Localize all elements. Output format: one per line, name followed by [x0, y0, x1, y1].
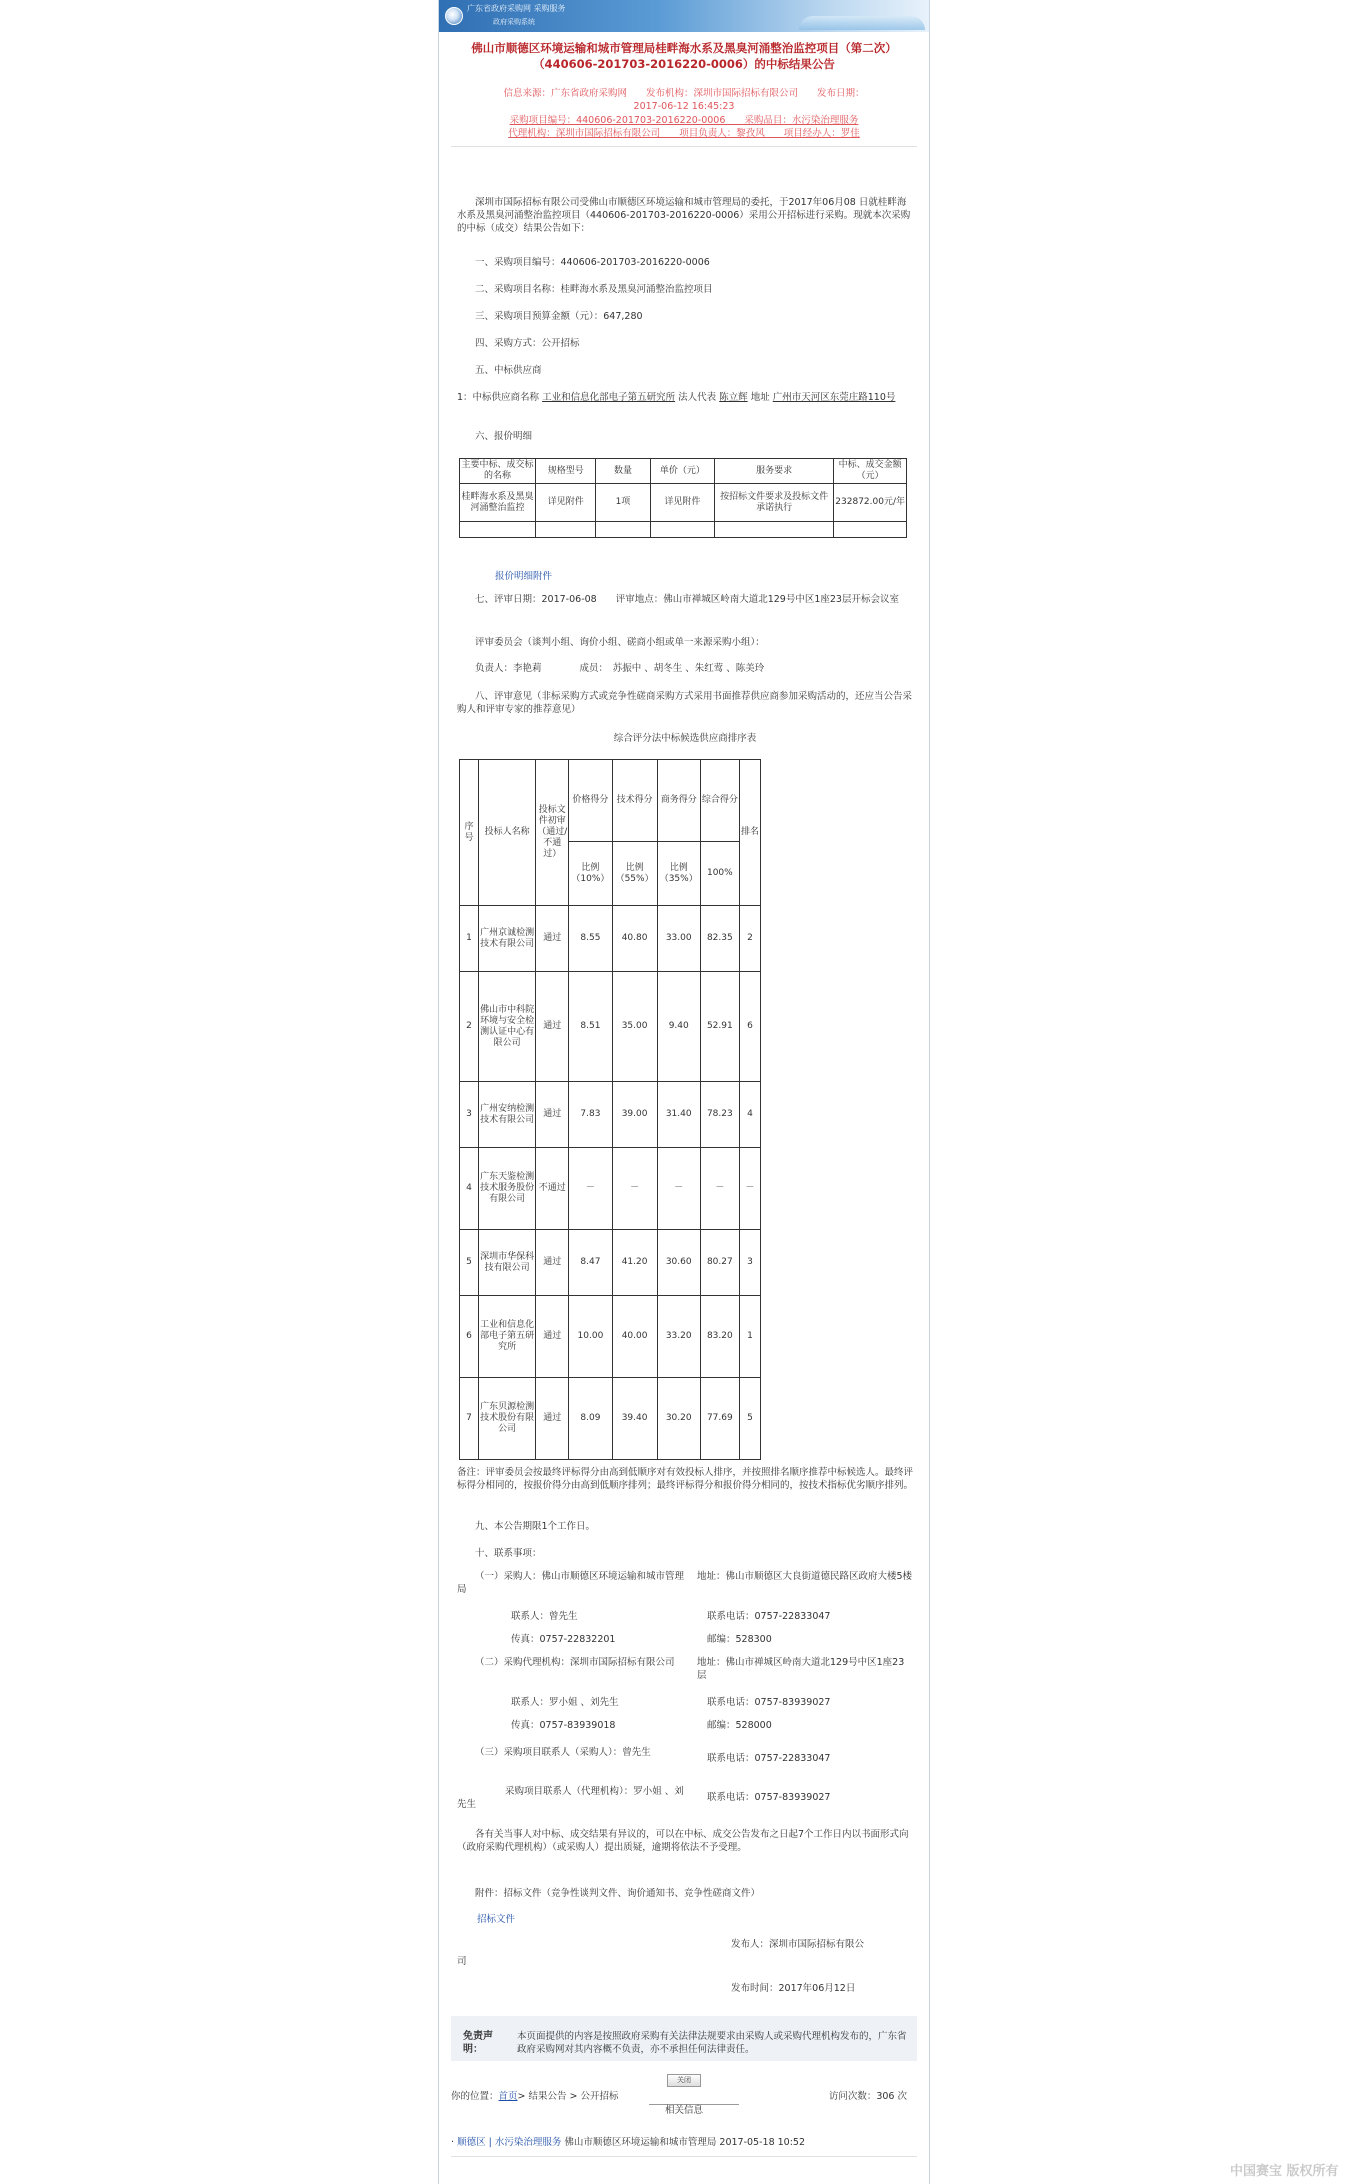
table-row: [460, 972, 761, 1082]
table-cell: 通过: [536, 1230, 569, 1296]
item-quote-heading: 六、报价明细: [475, 431, 533, 442]
page-title: 佛山市顺德区环境运输和城市管理局桂畔海水系及黑臭河涌整治监控项目（第二次）（440606-201703-2016220-0006）的中标结果公告: [471, 41, 897, 71]
table-cell: 30.20: [657, 1378, 700, 1460]
publisher-tail: 司: [457, 1956, 467, 1967]
table-row: [460, 1296, 761, 1378]
related-link[interactable]: 佛山市顺德区环境运输和城市管理局 2017-05-18 10:52: [564, 2137, 806, 2148]
table-cell: 广东天鉴检测技术服务股份有限公司: [479, 1148, 536, 1230]
item-period: 九、本公告期限1个工作日。: [475, 1521, 596, 1532]
quote-table: [459, 458, 907, 538]
banner-line1: 广东省政府采购网 采购服务: [467, 4, 566, 13]
intro-paragraph: 深圳市国际招标有限公司受佛山市顺德区环境运输和城市管理局的委托，于2017年06月08 日就桂畔海水系及黑臭河涌整治监控项目（440606-201703-2016220-0006）采用公开招标进行采购。现就本次采购的中标（成交）结果公告如下：: [457, 197, 911, 234]
banner-decoration: [799, 16, 925, 30]
disclaimer-label: 免责声明：: [463, 2031, 493, 2055]
meta-source: 信息来源：广东省政府采购网 发布机构：深圳市国际招标有限公司 发布日期：: [503, 88, 865, 99]
table-row: [460, 1082, 761, 1148]
table-header-row: [460, 459, 907, 484]
table-cell: 35.00: [612, 972, 657, 1082]
item-contact-heading: 十、联系事项：: [475, 1548, 542, 1559]
breadcrumb: [451, 2090, 917, 2103]
table-cell: 6: [739, 972, 760, 1082]
col-no: 序号: [460, 760, 479, 906]
breadcrumb-path: > 结果公告 > 公开招标: [517, 2091, 619, 2102]
table-cell: 广州京诚检测技术有限公司: [479, 906, 536, 972]
table-row: [460, 1148, 761, 1230]
table-cell: 7: [460, 1378, 479, 1460]
table-cell: 82.35: [700, 906, 739, 972]
tag-separator: |: [488, 2137, 492, 2148]
related-tag-district[interactable]: 顺德区: [457, 2137, 486, 2148]
table-cell: 佛山市中科院环境与安全检测认证中心有限公司: [479, 972, 536, 1082]
col-total: 综合得分: [700, 760, 739, 842]
gov-logo-icon: [445, 7, 463, 25]
attachment-note: 附件：招标文件（竞争性谈判文件、询价通知书、竞争性磋商文件）: [475, 1888, 761, 1899]
table-cell: －: [739, 1148, 760, 1230]
table-row: [460, 522, 907, 538]
item-method: 四、采购方式：公开招标: [475, 338, 580, 349]
divider: [451, 146, 917, 147]
close-button[interactable]: 关闭: [667, 2074, 701, 2087]
table-cell: 通过: [536, 1296, 569, 1378]
meta-agency: 代理机构：深圳市国际招标有限公司 项目负责人：黎孜风 项目经办人：罗佳: [508, 128, 860, 139]
table-cell: 2: [460, 972, 479, 1082]
contact-buyer: （一）采购人：佛山市顺德区环境运输和城市管理局: [457, 1571, 685, 1595]
table-row: [460, 906, 761, 972]
table-cell: 39.40: [612, 1378, 657, 1460]
col-name: 投标人名称: [479, 760, 536, 906]
table-cell: 4: [739, 1082, 760, 1148]
table-header-row: [460, 760, 761, 842]
table-row: [460, 1230, 761, 1296]
divider: [451, 2156, 917, 2157]
contact-buyer-person: 联系人：曾先生: [511, 1611, 578, 1622]
table-row: [460, 1378, 761, 1460]
table-cell: 广州安纳检测技术有限公司: [479, 1082, 536, 1148]
banner-line2: 政府采购系统: [493, 18, 535, 26]
contact-agency-liaison-phone: 联系电话：0757-83939027: [707, 1792, 831, 1803]
addr-prefix: 地址: [750, 392, 770, 403]
table-cell: 30.60: [657, 1230, 700, 1296]
table-cell: 深圳市华保科技有限公司: [479, 1230, 536, 1296]
table-cell: 5: [460, 1230, 479, 1296]
table-header: 中标、成交金额（元）: [834, 459, 907, 484]
table-cell: 1项: [596, 484, 650, 522]
table-cell: 通过: [536, 1082, 569, 1148]
table-cell: 78.23: [700, 1082, 739, 1148]
table-cell: 2: [739, 906, 760, 972]
committee-heading: 评审委员会（谈判小组、询价小组、磋商小组或单一来源采购小组）：: [475, 637, 765, 648]
table-cell: 不通过: [536, 1148, 569, 1230]
table-cell: 8.51: [569, 972, 612, 1082]
ratio-total: 100%: [700, 842, 739, 906]
item-review: 七、评审日期：2017-06-08 评审地点：佛山市禅城区岭南大道北129号中区1座23层开标会议室: [475, 594, 899, 605]
table-cell: 8.47: [569, 1230, 612, 1296]
item-project-name: 二、采购项目名称：桂畔海水系及黑臭河涌整治监控项目: [475, 284, 713, 295]
table-cell: 通过: [536, 906, 569, 972]
table-cell: 77.69: [700, 1378, 739, 1460]
supplier-info: [457, 391, 913, 404]
table-cell: 7.83: [569, 1082, 612, 1148]
col-rank: 排名: [739, 760, 760, 906]
breadcrumb-prefix: 你的位置：: [451, 2091, 499, 2102]
breadcrumb-home-link[interactable]: 首页: [498, 2091, 518, 2102]
legal-prefix: 法人代表: [678, 392, 717, 403]
table-row: [460, 484, 907, 522]
bid-document-link[interactable]: 招标文件: [477, 1914, 516, 1925]
table-cell: 10.00: [569, 1296, 612, 1378]
contact-agency-address: 地址：佛山市禅城区岭南大道北129号中区1座23层: [697, 1657, 905, 1681]
supplier-prefix: 1：中标供应商名称: [457, 392, 540, 403]
table-cell: 5: [739, 1378, 760, 1460]
ranking-table-title: 综合评分法中标候选供应商排序表: [613, 733, 757, 744]
table-cell: －: [700, 1148, 739, 1230]
disclaimer-text: 本页面提供的内容是按照政府采购有关法律法规要求由采购人或采购代理机构发布的，广东省政府采购网对其内容概不负责，亦不承担任何法律责任。: [517, 2031, 907, 2055]
table-cell: －: [569, 1148, 612, 1230]
table-cell: －: [612, 1148, 657, 1230]
table-cell: 83.20: [700, 1296, 739, 1378]
contact-agency: （二）采购代理机构：深圳市国际招标有限公司: [475, 1657, 675, 1668]
table-cell: 6: [460, 1296, 479, 1378]
related-tag-category[interactable]: 水污染治理服务: [494, 2137, 562, 2148]
item-supplier-heading: 五、中标供应商: [475, 365, 542, 376]
contact-agency-person: 联系人：罗小姐 、刘先生: [511, 1697, 619, 1708]
ranking-remark: 备注：评审委员会按最终评标得分由高到低顺序对有效投标人排序，并按照排名顺序推荐中标候选人。最终评标得分相同的，按报价得分由高到低顺序排列；最终评标得分和报价得分相同的，按技术指标优劣顺序排列。: [457, 1467, 914, 1491]
item-review-opinion: 八、评审意见（非标采购方式或竞争性磋商采购方式采用书面推荐供应商参加采购活动的，还应当公告采购人和评审专家的推荐意见）: [457, 691, 913, 715]
table-cell: 4: [460, 1148, 479, 1230]
table-cell: 9.40: [657, 972, 700, 1082]
item-budget: 三、采购项目预算金额（元）：647,280: [475, 311, 643, 322]
table-cell: 40.80: [612, 906, 657, 972]
related-item: [451, 2136, 917, 2149]
col-tech: 技术得分: [612, 760, 657, 842]
table-cell: －: [657, 1148, 700, 1230]
table-cell: 232872.00元/年: [834, 484, 907, 522]
table-cell: 广东贝源检测技术股份有限公司: [479, 1378, 536, 1460]
meta-project-no: 采购项目编号：440606-201703-2016220-0006 采购品目：水污染治理服务: [509, 115, 859, 126]
table-cell: 52.91: [700, 972, 739, 1082]
objection-paragraph: 各有关当事人对中标、成交结果有异议的，可以在中标、成交公告发布之日起7个工作日内以书面形式向（政府采购代理机构）（或采购人）提出质疑，逾期将依法不予受理。: [457, 1829, 909, 1853]
col-price: 价格得分: [569, 760, 612, 842]
table-cell: 通过: [536, 972, 569, 1082]
contact-buyer-fax: 传真：0757-22832201: [511, 1634, 616, 1645]
legal-name: 陈立辉: [719, 392, 748, 403]
contact-agency-phone: 联系电话：0757-83939027: [707, 1697, 831, 1708]
copyright-watermark: 中国赛宝 版权所有: [1230, 2164, 1339, 2179]
quote-attachment-link[interactable]: 报价明细附件: [495, 571, 553, 582]
ranking-rows: [460, 906, 761, 1460]
contact-agency-liaison: 采购项目联系人（代理机构）：罗小姐 、刘先生: [457, 1786, 684, 1810]
contact-agency-postcode: 邮编：528000: [707, 1720, 772, 1731]
site-banner: [439, 0, 929, 32]
ratio-biz: 比例（35%）: [657, 842, 700, 906]
table-cell: 33.20: [657, 1296, 700, 1378]
table-cell: 41.20: [612, 1230, 657, 1296]
contact-buyer-address: 地址：佛山市顺德区大良街道德民路区政府大楼5楼: [697, 1571, 913, 1582]
table-cell: 工业和信息化部电子第五研究所: [479, 1296, 536, 1378]
table-cell: 桂畔海水系及黑臭河涌整治监控: [460, 484, 536, 522]
table-cell: 详见附件: [536, 484, 596, 522]
table-cell: 通过: [536, 1378, 569, 1460]
ratio-price: 比例（10%）: [569, 842, 612, 906]
contact-buyer-liaison: （三）采购项目联系人（采购人）：曾先生: [475, 1747, 651, 1758]
supplier-name: 工业和信息化部电子第五研究所: [542, 392, 676, 403]
ranking-table: [459, 759, 761, 1460]
meta-date: 2017-06-12 16:45:23: [633, 101, 735, 112]
committee-members: 负责人：李艳莉 成员： 苏振中 、胡冬生 、朱红莺 、陈美玲: [475, 663, 765, 674]
table-cell: 33.00: [657, 906, 700, 972]
announcement-page: [438, 0, 930, 2184]
publisher: 发布人：深圳市国际招标有限公: [731, 1939, 865, 1950]
contact-agency-fax: 传真：0757-83939018: [511, 1720, 616, 1731]
bullet-icon: ·: [451, 2137, 455, 2148]
related-heading: 相关信息: [664, 2105, 703, 2116]
table-header: 主要中标、成交标的名称: [460, 459, 536, 484]
visit-count: 访问次数：306 次: [828, 2091, 907, 2102]
table-cell: 8.09: [569, 1378, 612, 1460]
col-biz: 商务得分: [657, 760, 700, 842]
table-cell: 39.00: [612, 1082, 657, 1148]
publish-date: 发布时间：2017年06月12日: [731, 1983, 856, 1994]
table-header: 服务要求: [715, 459, 834, 484]
table-cell: 8.55: [569, 906, 612, 972]
table-cell: 按招标文件要求及投标文件承诺执行: [715, 484, 834, 522]
contact-buyer-postcode: 邮编：528300: [707, 1634, 772, 1645]
table-cell: 1: [460, 906, 479, 972]
table-cell: 详见附件: [650, 484, 714, 522]
contact-buyer-liaison-phone: 联系电话：0757-22833047: [707, 1753, 831, 1764]
supplier-address: 广州市天河区东莞庄路110号: [772, 392, 896, 403]
contact-buyer-phone: 联系电话：0757-22833047: [707, 1611, 831, 1622]
item-project-no: 一、采购项目编号：440606-201703-2016220-0006: [475, 257, 710, 268]
table-cell: 1: [739, 1296, 760, 1378]
col-doc: 投标文件初审（通过/不通过）: [536, 760, 569, 906]
table-header: 单价（元）: [650, 459, 714, 484]
table-cell: 80.27: [700, 1230, 739, 1296]
disclaimer-box: [451, 2016, 917, 2061]
table-cell: 31.40: [657, 1082, 700, 1148]
ratio-tech: 比例（55%）: [612, 842, 657, 906]
table-cell: 40.00: [612, 1296, 657, 1378]
table-cell: 3: [739, 1230, 760, 1296]
table-header: 数量: [596, 459, 650, 484]
table-cell: 3: [460, 1082, 479, 1148]
table-header: 规格型号: [536, 459, 596, 484]
